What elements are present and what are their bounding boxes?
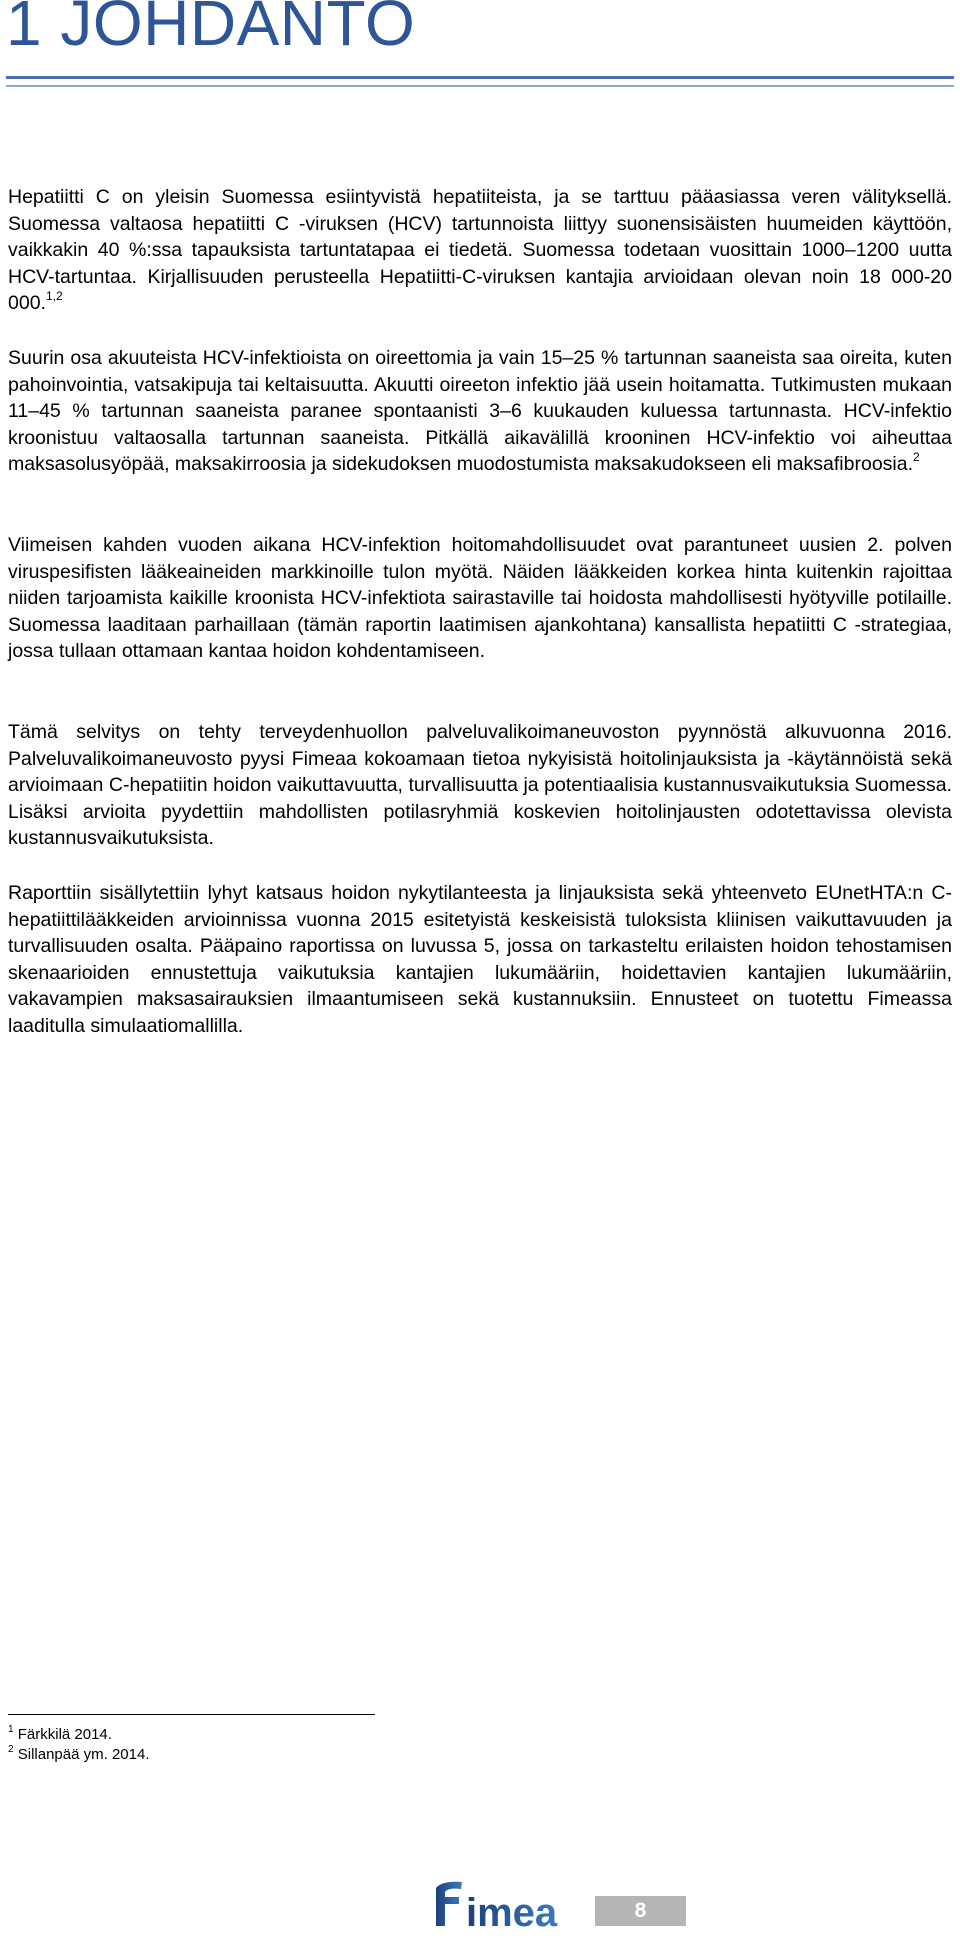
footnote-ref: 2 (913, 450, 920, 464)
footnote-number: 2 (8, 1744, 14, 1755)
footnote-text: Sillanpää ym. 2014. (17, 1746, 150, 1763)
fimea-logo (432, 1878, 568, 1930)
heading-rule-secondary (6, 85, 954, 87)
chapter-heading: 1 JOHDANTO (6, 0, 416, 59)
footnote-2 (8, 1745, 149, 1765)
paragraph-treatment: Viimeisen kahden vuoden aikana HCV-infektion hoitomahdollisuudet ovat parantuneet uusien 2. polven viruspesifisten lääkeaineiden markkinoille tulon myötä. Näiden lääkkeiden korkea hinta kuitenkin rajoittaa niiden tarjoamista kaikille kroonista HCV-infektiota sairastaville tai hoidosta mahdollisesti hyötyville potilaille. Suomessa laaditaan parhaillaan (tämän raportin laatimisen ajankohtana) kansallista hepatiitti C -strategiaa, jossa tullaan ottamaan kantaa hoidon kohdentamiseen. (8, 534, 952, 662)
paragraph-text: Hepatiitti C on yleisin Suomessa esiintyvistä hepatiiteista, ja se tarttuu pääasiassa veren välityksellä. Suomessa valtaosa hepatiitti C -viruksen (HCV) tartunnoista liittyy suonensisäisten huumeiden käyttöön, vaikkakin 40 %:ssa tapauksista tartuntatapaa ei tiedetä. Suomessa todetaan vuosittain 1000–1200 uutta HCV-tartuntaa. Kirjallisuuden perusteella Hepatiitti-C-viruksen kantajia arvioidaan olevan noin 18 000-20 000. (8, 186, 952, 314)
footnote-ref: 1,2 (45, 289, 63, 303)
footnotes (8, 1725, 149, 1765)
paragraph-report-contents: Raporttiin sisällytettiin lyhyt katsaus hoidon nykytilanteesta ja linjauksista sekä yhteenveto EUnetHTA:n C-hepatiittilääkkeiden arvioinnissa vuonna 2015 esitetyistä keskeisistä tuloksista kliinisen vaikuttavuuden ja turvallisuuden osalta. Pääpaino raportissa on luvussa 5, jossa on tarkasteltu erilaisten hoidon tehostamisen skenaarioiden ennustettuja vaikutuksia kantajien lukumääriin, hoidettavien kantajien lukumääriin, vakavampien maksasairauksien ilmaantumiseen sekä kustannuksiin. Ennusteet on tuotettu Fimeassa laaditulla simulaatiomallilla. (8, 882, 952, 1037)
paragraph-text: Suurin osa akuuteista HCV-infektioista on oireettomia ja vain 15–25 % tartunnan saaneista saa oireita, kuten pahoinvointia, vatsakipuja tai keltaisuutta. Akuutti oireeton infektio jää usein hoitamatta. Tutkimusten mukaan 11–45 % tartunnan saaneista paranee spontaanisti 3–6 kuukauden kuluessa tartunnasta. HCV-infektio kroonistuu valtaosalla tartunnan saaneista. Pitkällä aikavälillä krooninen HCV-infektio voi aiheuttaa maksasolusyöpää, maksakirroosia ja sidekudoksen muodostumista maksakudokseen eli maksafibroosia. (8, 347, 952, 475)
paragraph-request: Tämä selvitys on tehty terveydenhuollon palveluvalikoimaneuvoston pyynnöstä alkuvuonna 2016. Palveluvalikoimaneuvosto pyysi Fimeaa kokoamaan tietoa nykyisistä hoitolinjauksista ja -käytännöistä sekä arvioimaan C-hepatiitin hoidon vaikuttavuutta, turvallisuutta ja potentiaalisia kustannusvaikutuksia Suomessa. Lisäksi arvioita pyydettiin mahdollisten potilasryhmiä koskevien hoitolinjausten odotettavissa olevista kustannusvaikutuksista. (8, 721, 952, 849)
footnote-text: Färkkilä 2014. (17, 1726, 112, 1743)
page-number-badge: 8 (595, 1896, 686, 1926)
footnote-1 (8, 1725, 149, 1745)
svg-text:imea: imea (466, 1891, 558, 1930)
paragraph-symptoms (8, 345, 952, 478)
footnote-number: 1 (8, 1724, 14, 1735)
heading-rule (6, 76, 954, 79)
footnote-separator (8, 1714, 375, 1715)
paragraph-intro (8, 184, 952, 317)
